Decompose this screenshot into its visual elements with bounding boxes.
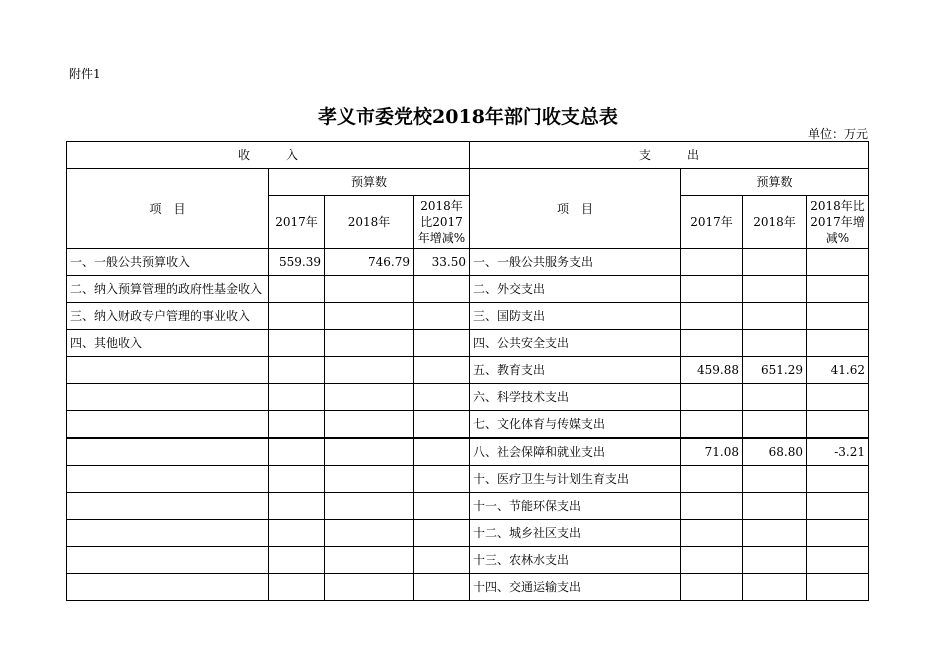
expense-2017-cell: 459.88: [681, 357, 743, 384]
income-budget-header: 预算数: [269, 169, 470, 196]
income-item-cell: [67, 411, 269, 439]
expense-2017-cell: [681, 276, 743, 303]
income-2017-cell: [269, 411, 325, 439]
income-2017-cell: [269, 520, 325, 547]
income-2018-cell: [325, 357, 414, 384]
income-header: 收 入: [67, 142, 470, 169]
expense-item-cell: 十三、农林水支出: [470, 547, 681, 574]
expense-change-cell: [807, 303, 869, 330]
table-row: [67, 547, 869, 574]
table-row: [67, 438, 869, 466]
income-item-cell: [67, 493, 269, 520]
expense-item-cell: 一、一般公共服务支出: [470, 249, 681, 276]
income-2018-cell: [325, 276, 414, 303]
expense-budget-header: 预算数: [681, 169, 869, 196]
income-change-header: 2018年比2017年增减%: [414, 196, 470, 249]
table-row: [67, 466, 869, 493]
income-item-cell: 二、纳入预算管理的政府性基金收入: [67, 276, 269, 303]
income-change-cell: [414, 357, 470, 384]
income-2017-cell: [269, 357, 325, 384]
expense-2017-cell: [681, 303, 743, 330]
income-2018-cell: [325, 438, 414, 466]
income-item-header: 项 目: [67, 169, 269, 249]
income-change-cell: [414, 493, 470, 520]
table-row: [67, 574, 869, 601]
income-change-cell: [414, 466, 470, 493]
table-row: [67, 249, 869, 276]
table-row: [67, 411, 869, 439]
income-2017-cell: [269, 384, 325, 411]
expense-2017-cell: [681, 547, 743, 574]
income-change-cell: [414, 330, 470, 357]
income-2017-cell: [269, 330, 325, 357]
income-2018-cell: [325, 547, 414, 574]
income-item-cell: [67, 384, 269, 411]
attachment-label: 附件1: [69, 67, 101, 81]
income-item-cell: 一、一般公共预算收入: [67, 249, 269, 276]
income-2017-cell: [269, 574, 325, 601]
income-2018-cell: [325, 384, 414, 411]
income-2017-header: 2017年: [269, 196, 325, 249]
income-change-cell: [414, 438, 470, 466]
income-change-cell: [414, 303, 470, 330]
expense-2018-cell: [743, 303, 807, 330]
expense-change-cell: [807, 330, 869, 357]
expense-item-cell: 二、外交支出: [470, 276, 681, 303]
income-change-cell: [414, 574, 470, 601]
income-2018-cell: [325, 466, 414, 493]
expense-change-cell: [807, 276, 869, 303]
expense-item-cell: 十四、交通运输支出: [470, 574, 681, 601]
expense-2018-cell: 651.29: [743, 357, 807, 384]
expense-2018-header: 2018年: [743, 196, 807, 249]
expense-2018-cell: [743, 411, 807, 439]
expense-change-cell: [807, 520, 869, 547]
income-2017-cell: [269, 276, 325, 303]
table-row: [67, 493, 869, 520]
expense-2018-cell: [743, 276, 807, 303]
expense-item-cell: 三、国防支出: [470, 303, 681, 330]
expense-change-cell: [807, 411, 869, 439]
income-change-cell: [414, 520, 470, 547]
expense-item-cell: 六、科学技术支出: [470, 384, 681, 411]
expense-change-cell: [807, 493, 869, 520]
expense-2017-cell: [681, 249, 743, 276]
expense-2017-cell: [681, 520, 743, 547]
table-row: [67, 303, 869, 330]
expense-item-cell: 七、文化体育与传媒支出: [470, 411, 681, 439]
income-item-cell: [67, 466, 269, 493]
unit-label: 单位：万元: [807, 127, 868, 141]
income-item-cell: [67, 357, 269, 384]
budget-table: [66, 141, 869, 601]
expense-2017-cell: 71.08: [681, 438, 743, 466]
expense-2018-cell: [743, 249, 807, 276]
table-row: [67, 357, 869, 384]
income-item-cell: [67, 438, 269, 466]
income-2018-cell: [325, 493, 414, 520]
expense-2018-cell: [743, 574, 807, 601]
income-change-cell: [414, 276, 470, 303]
expense-2017-cell: [681, 574, 743, 601]
expense-item-cell: 十二、城乡社区支出: [470, 520, 681, 547]
income-change-cell: [414, 411, 470, 439]
income-change-cell: [414, 384, 470, 411]
expense-change-cell: [807, 547, 869, 574]
income-2017-cell: [269, 466, 325, 493]
income-2018-header: 2018年: [325, 196, 414, 249]
income-2018-cell: [325, 411, 414, 439]
table-row: [67, 276, 869, 303]
expense-2017-header: 2017年: [681, 196, 743, 249]
income-item-cell: 四、其他收入: [67, 330, 269, 357]
expense-change-header: 2018年比2017年增减%: [807, 196, 869, 249]
expense-2018-cell: [743, 330, 807, 357]
income-2018-cell: [325, 330, 414, 357]
income-change-cell: 33.50: [414, 249, 470, 276]
income-item-cell: 三、纳入财政专户管理的事业收入: [67, 303, 269, 330]
income-item-cell: [67, 547, 269, 574]
expense-2017-cell: [681, 493, 743, 520]
income-2017-cell: 559.39: [269, 249, 325, 276]
expense-item-cell: 十一、节能环保支出: [470, 493, 681, 520]
expense-2017-cell: [681, 466, 743, 493]
income-item-cell: [67, 520, 269, 547]
expense-item-cell: 十、医疗卫生与计划生育支出: [470, 466, 681, 493]
expense-change-cell: -3.21: [807, 438, 869, 466]
expense-change-cell: [807, 574, 869, 601]
expense-2018-cell: [743, 466, 807, 493]
expense-change-cell: [807, 466, 869, 493]
expense-item-cell: 八、社会保障和就业支出: [470, 438, 681, 466]
income-2018-cell: [325, 303, 414, 330]
expense-item-header: 项 目: [470, 169, 681, 249]
expense-2017-cell: [681, 384, 743, 411]
income-2017-cell: [269, 438, 325, 466]
expense-header: 支 出: [470, 142, 869, 169]
expense-2018-cell: 68.80: [743, 438, 807, 466]
expense-change-cell: 41.62: [807, 357, 869, 384]
income-2017-cell: [269, 493, 325, 520]
expense-change-cell: [807, 249, 869, 276]
expense-2018-cell: [743, 493, 807, 520]
expense-change-cell: [807, 384, 869, 411]
income-2018-cell: [325, 574, 414, 601]
table-row: [67, 384, 869, 411]
income-2018-cell: [325, 520, 414, 547]
expense-2017-cell: [681, 411, 743, 439]
income-change-cell: [414, 547, 470, 574]
expense-2018-cell: [743, 547, 807, 574]
income-item-cell: [67, 574, 269, 601]
expense-2018-cell: [743, 384, 807, 411]
expense-item-cell: 四、公共安全支出: [470, 330, 681, 357]
table-row: [67, 330, 869, 357]
expense-item-cell: 五、教育支出: [470, 357, 681, 384]
income-2017-cell: [269, 547, 325, 574]
table-row: [67, 520, 869, 547]
expense-2017-cell: [681, 330, 743, 357]
page-title: 孝义市委党校2018年部门收支总表: [318, 106, 618, 128]
income-2017-cell: [269, 303, 325, 330]
income-2018-cell: 746.79: [325, 249, 414, 276]
expense-2018-cell: [743, 520, 807, 547]
